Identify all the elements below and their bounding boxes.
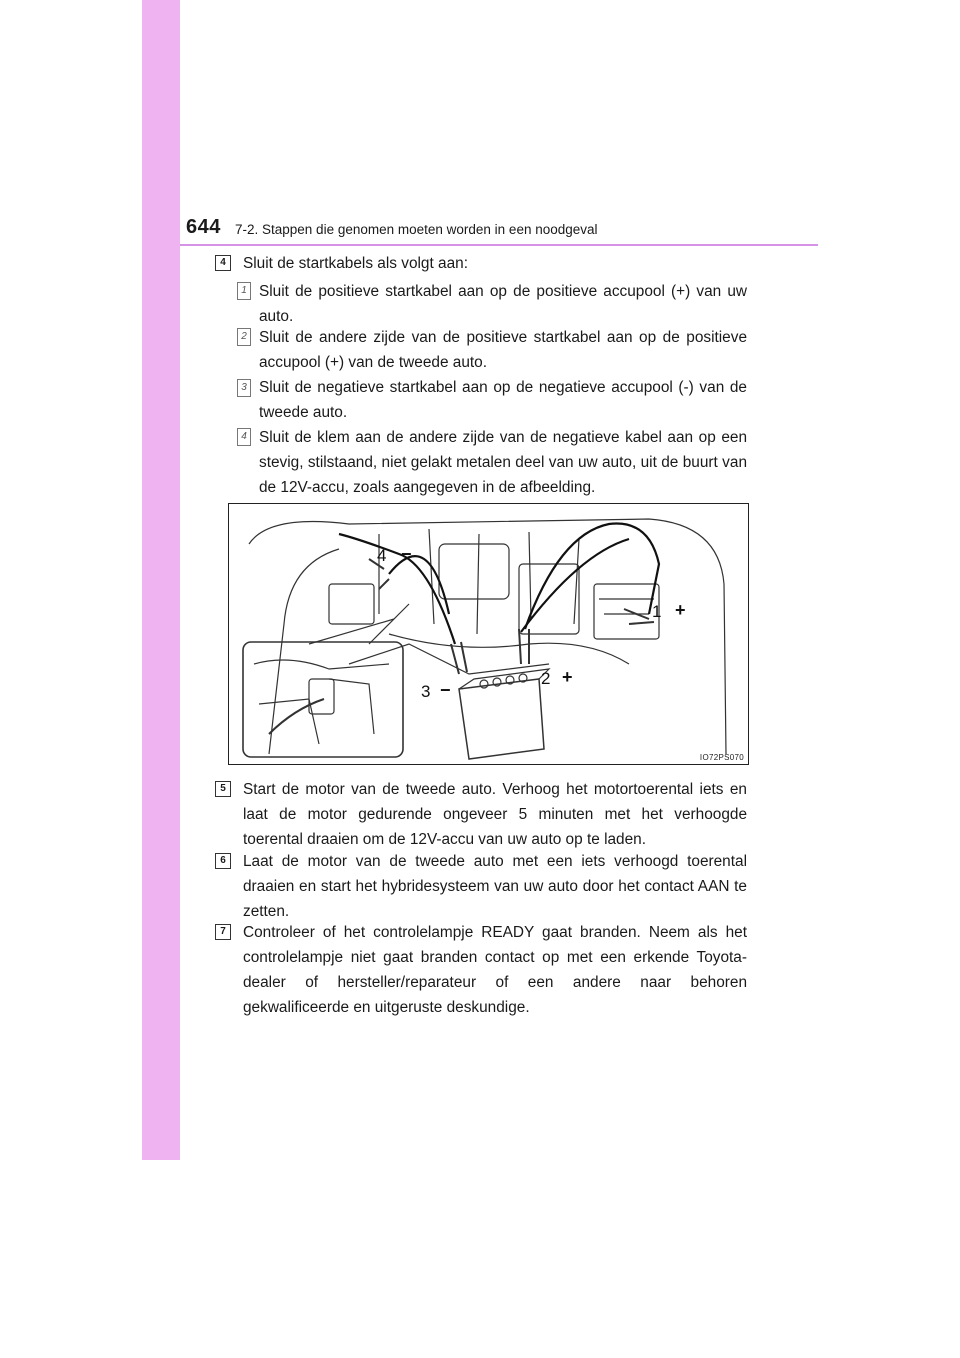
step-text: Start de motor van de tweede auto. Verhoog het motortoerental iets en laat de motor gedurende ongeveer 5 minuten met het verhoogde toerental draaien om de 12V-accu van uw auto op te laden.	[243, 781, 747, 848]
substep-number-badge: 4	[237, 428, 251, 446]
step-number-badge: 6	[215, 853, 231, 869]
callout-3: 3	[421, 682, 431, 701]
step-number-badge: 7	[215, 924, 231, 940]
callout-1: 1	[652, 602, 662, 621]
substep-text: Sluit de negatieve startkabel aan op de negatieve accupool (-) van de tweede auto.	[259, 379, 747, 421]
minus-sign: −	[440, 680, 451, 700]
step-text: Sluit de startkabels als volgt aan:	[243, 255, 468, 272]
substep-text: Sluit de andere zijde van de positieve startkabel aan op de positieve accupool (+) van de tweede auto.	[259, 329, 747, 371]
step-text: Controleer of het controlelampje READY gaat branden. Neem als het controlelampje niet gaat branden contact op met een erkende Toyota-dealer of hersteller/reparateur of een andere naar behoren gekwalificeerde en uitgeruste deskundige.	[243, 924, 747, 1016]
callout-2: 2	[541, 669, 551, 688]
plus-sign: +	[562, 667, 573, 687]
figure-code: IO72PS070	[699, 753, 744, 762]
minus-sign: −	[401, 544, 412, 564]
step-text: Laat de motor van de tweede auto met een iets verhoogd toerental draaien en start het hybridesysteem van uw auto door het contact AAN te zetten.	[243, 853, 747, 920]
plus-sign: +	[675, 600, 686, 620]
callout-4: 4	[377, 546, 387, 565]
step-number-badge: 5	[215, 781, 231, 797]
chapter-side-tab	[142, 0, 180, 1160]
substep-text: Sluit de positieve startkabel aan op de positieve accupool (+) van uw auto.	[259, 283, 747, 325]
substep-number-badge: 1	[237, 282, 251, 300]
section-title: 7-2. Stappen die genomen moeten worden in een noodgeval	[235, 222, 598, 237]
substep-text: Sluit de klem aan de andere zijde van de negatieve kabel aan op een stevig, stilstaand, niet gelakt metalen deel van uw auto, uit de buurt van de 12V-accu, zoals aangegeven in de afbeelding.	[259, 429, 747, 496]
jump-start-illustration	[228, 503, 749, 765]
substep-number-badge: 3	[237, 379, 251, 397]
substep-number-badge: 2	[237, 328, 251, 346]
engine-bay-drawing	[229, 504, 748, 764]
header-rule	[180, 244, 818, 246]
step-number-badge: 4	[215, 255, 231, 271]
page-number: 644	[186, 216, 221, 238]
